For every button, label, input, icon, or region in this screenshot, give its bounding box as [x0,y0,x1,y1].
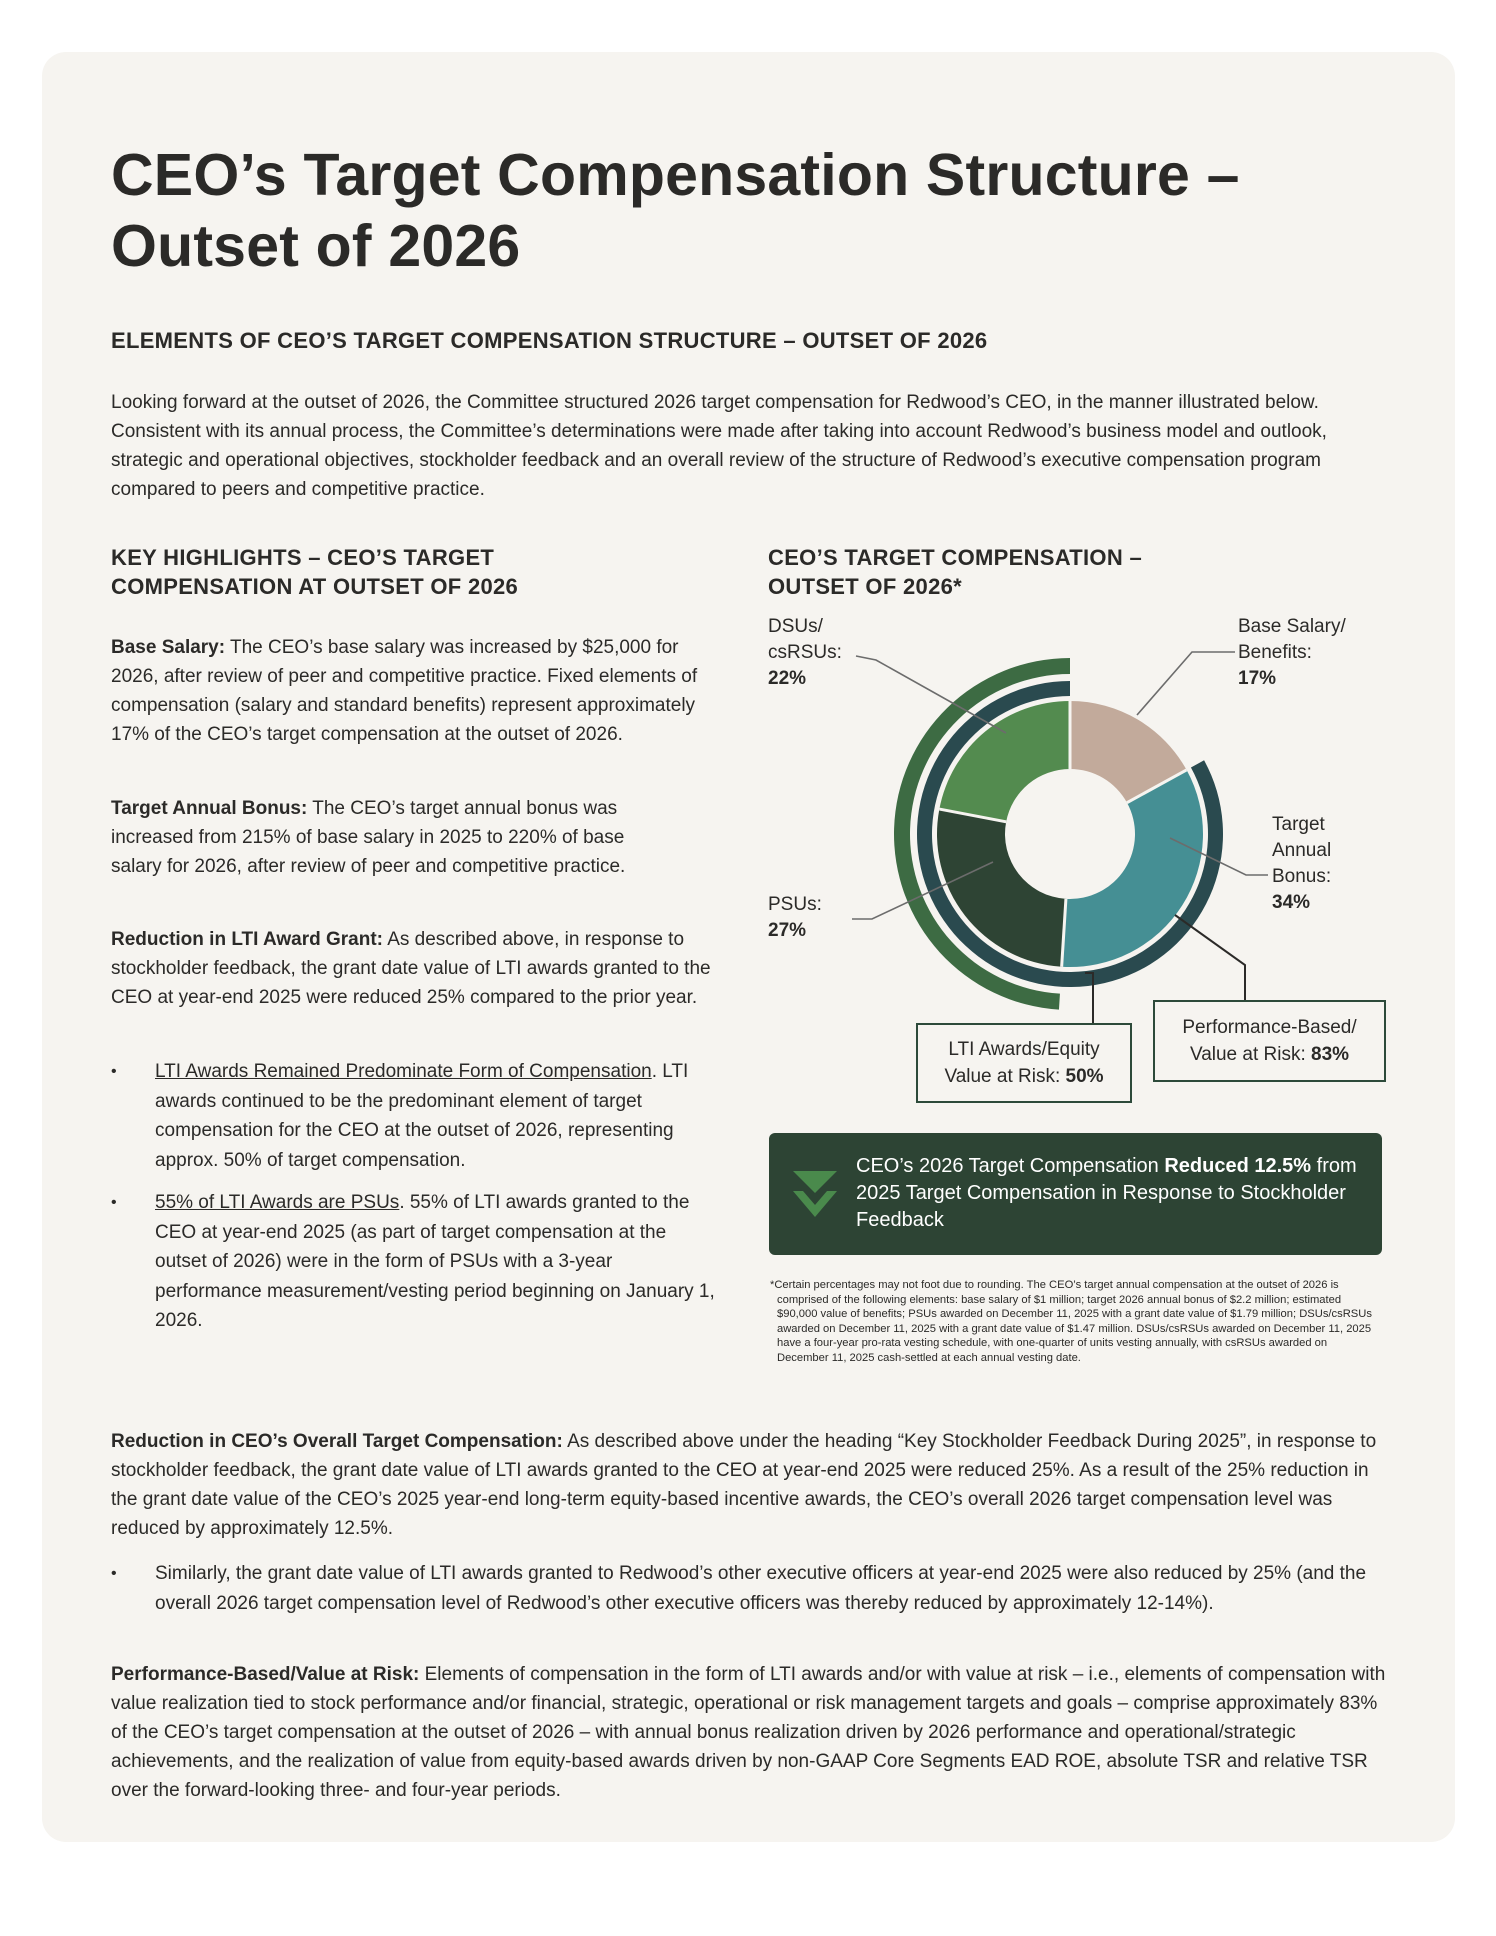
double-chevron-down-icon [791,1169,839,1219]
bonus-label: Target Annual Bonus: [111,798,308,819]
label-base [1238,614,1346,692]
base-salary-label: Base Salary: [111,637,226,658]
intro-paragraph: Looking forward at the outset of 2026, the Committee structured 2026 target compensation for Redwood’s CEO, in the manner illustrated below. Consistent with its annual process, the Committee’s determinations were made after taking into account Redwood’s business model and outlook, strategic and operational objectives, stockholder feedback and an overall review of the structure of Redwood’s executive compensation program compared to peers and competitive practice. [111,392,1327,500]
lti-text: As described above, in response to stockholder feedback, the grant date value of LTI awards granted to the CEO at year-end 2025 were reduced 25% compared to the prior year. [111,929,711,1008]
label-base-pct: 17% [1238,668,1277,689]
banner-text-bold: Reduced 12.5% [1164,1155,1312,1177]
bullet1-text: . LTI awards continued to be the predominant element of target compensation for the CEO at the outset of 2026, representing approx. 50% of target compensation. [155,1061,689,1171]
highlights-heading-line2: COMPENSATION AT OUTSET OF 2026 [111,574,519,599]
label-psu [768,892,822,944]
performance-value-box [1153,1000,1386,1082]
bullet2-title: 55% of LTI Awards are PSUs [155,1192,400,1213]
label-psu-line1: PSUs: [768,894,822,915]
performance-paragraph [111,1660,1391,1805]
overall-reduction-text: As described above under the heading “Key Stockholder Feedback During 2025”, in response to stockholder feedback, the grant date value of LTI awards granted to the CEO at year-end 2025 were reduced 25%. As a result of the 25% reduction in the grant date value of the CEO’s 2025 year-end long-term equity-based incentive awards, the CEO’s overall 2026 target compensation level was reduced by approximately 12.5%. [111,1431,1377,1539]
label-base-line2: Benefits: [1238,642,1312,663]
perf-box-pct: 83% [1311,1044,1350,1065]
chart-footnote: *Certain percentages may not foot due to rounding. The CEO’s target annual compensation at the outset of 2026 is comprised of the following elements: base salary of $1 million; target 2026 annual bonus of $2.2 million; estimated $90,000 value of benefits; PSUs awarded on December 11, 2025 with a grant date value of $1.79 million; DSUs/csRSUs awarded on December 11, 2025 with a grant date value of $1.47 million. DSUs/csRSUs awarded on December 11, 2025 have a four-year pro-rata vesting schedule, with one-quarter of units vesting annually, with csRSUs awarded on December 11, 2025 cash-settled at each annual vesting date. [770,1279,1372,1364]
banner-text-a: CEO’s 2026 Target Compensation [856,1155,1165,1177]
label-dsu [768,614,842,692]
overall-reduction-label: Reduction in CEO’s Overall Target Compensation: [111,1431,563,1452]
bonus-paragraph [111,794,651,881]
base-salary-paragraph [111,633,731,749]
label-dsu-line2: csRSUs: [768,642,842,663]
perf-box-line2: Value at Risk: [1189,1044,1306,1065]
base-salary-text: The CEO’s base salary was increased by $25,000 for 2026, after review of peer and competitive practice. Fixed elements of compensation (salary and standard benefits) represent approximately 17% of the CEO’s target compensation at the outset of 2026. [111,637,698,745]
lti-paragraph [111,925,731,1012]
lti-box-line1: LTI Awards/Equity [948,1039,1100,1060]
page-title: CEO’s Target Compensation Structure – Outset of 2026 [111,142,1240,279]
perf-box-line1: Performance-Based/ [1182,1017,1357,1038]
chart-heading-line1: CEO’S TARGET COMPENSATION – [768,545,1142,570]
bonus-text: The CEO’s target annual bonus was increased from 215% of base salary in 2025 to 220% of base salary for 2026, after review of peer and competitive practice. [111,798,626,877]
bullet-symbol: • [111,1194,117,1211]
lti-value-box [916,1023,1132,1103]
label-bonus-line2: Annual [1272,840,1332,861]
bullet-lti-predominate [111,1057,725,1175]
label-bonus-line1: Target [1272,814,1325,835]
banner-text-b: from 2025 Target Compensation in Response to Stockholder Feedback [856,1155,1357,1231]
label-bonus-pct: 34% [1272,892,1311,913]
overall-reduction-paragraph [111,1427,1391,1543]
bullet1-title: LTI Awards Remained Predominate Form of Compensation [155,1061,652,1082]
reduction-banner [769,1133,1382,1255]
label-psu-pct: 27% [768,920,807,941]
bullet-other-officers [111,1559,1385,1618]
highlights-heading-line1: KEY HIGHLIGHTS – CEO’S TARGET [111,545,495,570]
label-bonus-line3: Bonus: [1272,866,1332,887]
other-officers-text: Similarly, the grant date value of LTI awards granted to Redwood’s other executive officers at year-end 2025 were also reduced by 25% (and the overall 2026 target compensation level of Redwood’s other executive officers was thereby reduced by approximately 12-14%). [155,1563,1367,1614]
bullet-symbol: • [111,1565,117,1582]
chart-heading-line2: OUTSET OF 2026* [768,574,963,599]
performance-text: Elements of compensation in the form of LTI awards and/or with value at risk – i.e., elements of compensation with value realization tied to stock performance and/or financial, strategic, operational or risk management targets and goals – comprise approximately 83% of the CEO’s target compensation at the outset of 2026 – with annual bonus realization driven by 2026 performance and operational/strategic achievements, and the realization of value from equity-based awards driven by non-GAAP Core Segments EAD ROE, absolute TSR and relative TSR over the forward-looking three- and four-year periods. [111,1664,1386,1801]
chart-heading [768,543,1142,601]
section-heading: ELEMENTS OF CEO’S TARGET COMPENSATION STRUCTURE – OUTSET OF 2026 [111,328,988,353]
lti-label: Reduction in LTI Award Grant: [111,929,383,950]
label-bonus [1272,812,1331,916]
bullet2-text: . 55% of LTI awards granted to the CEO at year-end 2025 (as part of target compensation at the outset of 2026) were in the form of PSUs with a 3-year performance measurement/vesting period beginning on January 1, 2026. [155,1192,715,1331]
label-base-line1: Base Salary/ [1238,616,1346,637]
lti-box-line2: Value at Risk: [944,1066,1061,1087]
bullet-psus [111,1188,715,1336]
performance-label: Performance-Based/Value at Risk: [111,1664,420,1685]
label-dsu-line1: DSUs/ [768,616,823,637]
banner-text [856,1153,1376,1234]
lti-box-pct: 50% [1065,1066,1104,1087]
highlights-heading [111,543,518,601]
bullet-symbol: • [111,1063,117,1080]
label-dsu-pct: 22% [768,668,807,689]
